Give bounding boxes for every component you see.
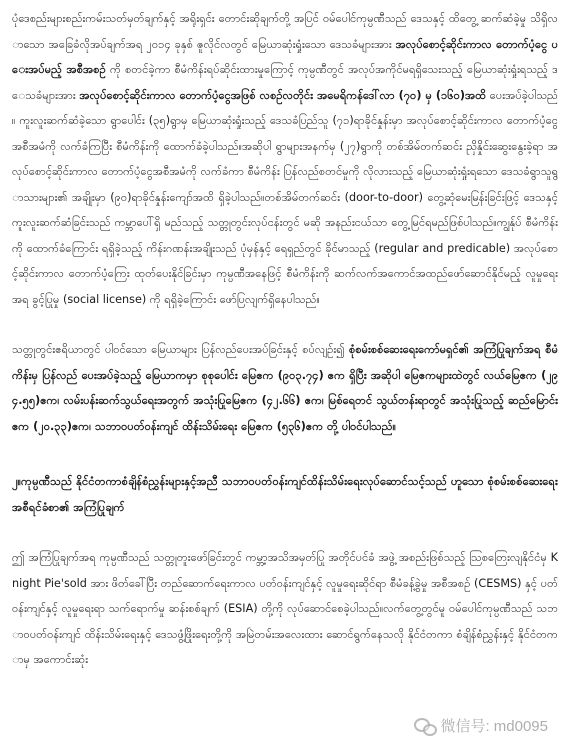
bold-text: စုံစမ်းစစ်ဆေးရေးကော်မရှင်၏ အကြံပြုချက်အရ စီမံကိန်းမှ ပြန်လည် ပေးအပ်ခဲ့သည့် မြေယာကမှာ စုစုပေါင်း မြေဧက (၉၀၃.၇၄) ဧက ရှိပြီး အဆိုပါ မြေဧကများထဲတွင် လယ်မြေဧက (၂၉၄.၅၅)ဧက၊ လမ်းပန်းဆက်သွယ်ရေးအတွက် အသုံးပြုမြေဧက (၄၂.၆၆) ဧက၊ မြစ်ရေတင် သွယ်တန်းရာတွင် အသုံးပြုသည့် ဆည်မြောင်းဧက (၂၀.၃၃)ဧက၊ သဘာဝပတ်ဝန်းကျင် ထိန်းသိမ်းရေး မြေဧက (၅၃၆)ဧက တို့ ပါဝင်ပါသည်။ <box>12 343 558 433</box>
paragraph-spacer <box>12 439 558 469</box>
text-run: ) တို့ကို လုပ်ဆောင်စေခဲ့ပါသည်။လက်တွေ့တွင်မူ ဝမ်ပေါင်ကုမ္ပဏီသည် သဘာဝပတ်ဝန်းကျင် ထိန်းသိမ်းရေးနှင့် ဒေသဖွံ့ဖြိုးရေးတို့ကို အမြဲတမ်းအလေးထား ဆောင်ရွက်နေသလို နိုင်ငံတကာ စံချိန်စံညွှန်းနှင့် နိုင်ငံတကာမှ အကောင်းဆုံး <box>12 602 558 666</box>
text-run: door-to-door <box>349 190 419 204</box>
section-heading: ၂။ကုမ္ပဏီသည် နိုင်ငံတကာစံချိန်စံညွှန်းများနှင့်အညီ သဘာဝပတ်ဝန်းကျင်ထိန်းသိမ်းရေးလုပ်ဆောင်သင့်သည် ဟူသော စုံစမ်းစစ်ဆေးရေးအစီရင်ခံစာ၏ အကြံပြုချက် <box>12 474 558 514</box>
bold-text: အလုပ်စောင့်ဆိုင်းကာလ တောက်ပံ့ငွေအဖြစ် လစဉ်လတိုင်း အမေရိကန်ဒေါ်လာ (၇၀) မှ (၁၆၀)အထိ <box>79 88 487 102</box>
text-run: ကို စတင်ခဲ့ကာ စီမံကိန်းရပ်ဆိုင်းထားမှုကြောင့် ကုမ္ပဏီတွင် အလုပ်အကိုင်မရရှိသေးသည့် မြေယာဆုံးရှုံးရသည့် ဒေသခံများအား <box>12 63 558 102</box>
text-run: CESMS <box>478 576 518 590</box>
text-run: Knight Pie'sold <box>12 551 558 590</box>
watermark-text: 微信号: md0095 <box>440 718 548 735</box>
text-run: အား ဖိတ်ခေါ်ပြီး တည်ဆောက်ရေးကာလ ပတ်ဝန်းကျင်နှင့် လူမှုရေးဆိုင်ရာ စီမံခန့်ခွဲမှု အစီအစဉ် ( <box>86 576 479 590</box>
paragraph-spacer <box>12 520 558 545</box>
text-run: ပုံဒေစည်းများစည်းကမ်းသတ်မှတ်ချက်နှင့် အရိုးရှင်း တောင်းဆိုချက်တို့ အပြင် ဝမ်ပေါင်ကုမ္ပဏီသည် ဒေသနှင့် ထိတွေ့ ဆက်ဆံခဲ့မှု သိရှိလာသော အခြေခံလိုအပ်ချက်အရ ၂၀၁၄ ခုနှစ် ဇူလိုင်လတွင် မြေယာဆုံးရှုံးသော ဒေသခံများအား <box>12 12 558 51</box>
wechat-icon <box>414 717 436 735</box>
text-run: ပေးအပ်ခဲ့ပါသည်။ ကူးလူးဆက်ဆံခဲ့သော ရွာပေါင်း (၃၅)ရွာမှ မြေယာဆုံးရှုံးသည့် ဒေသခံပြည်သူ (၇၁)ရာခိုင်နှုန်းမှာ အလုပ်စောင့်ဆိုင်းကာလ တောက်ပံ့ငွေ အစီအမံကို လက်ခံကြပြီး စီမံကိန်းကို ထောက်ခံခဲ့ပါသည်။အဆိုပါ ရွာများအနက်မှ (၂၇)ရွာကို တစ်အိမ်တက်ဆင်း ညှိနှိုင်းဆွေးနွေးခဲ့ရာ အလုပ်စောင့်ဆိုင်းကာလ တောက်ပံ့ငွေအစီအမံကို လက်ခံကာ စီမံကိန်း ပြန်လည်စတင်မှုကို လိုလားသည့် မြေယာဆုံးရှုံးရသော ဒေသခံရွာသူရွာသားများ၏ အချိုးမှာ (၉၀)ရာခိုင်နှုန်းကျော်အထိ ရှိခဲ့ပါသည်။တစ်အိမ်တက်ဆင်း ( <box>12 88 558 204</box>
text-run: သတ္တုတွင်းဧရိယာတွင် ပါဝင်သော မြေယာများ ပြန်လည်ပေးအပ်ခြင်းနှင့် စပ်လျဉ်း၍ <box>12 343 350 356</box>
paragraph-2 <box>12 337 558 439</box>
paragraph-spacer <box>12 312 558 337</box>
text-run: ) ကို ရရှိခဲ့ကြောင်း ဖော်ပြလျက်ရှိနေပါသည်။ <box>141 292 320 306</box>
text-run: social license <box>67 292 142 306</box>
text-run: ) တွေ့ဆုံမေးမြန်းခြင်းဖြင့် ဒေသနှင့် ကူးလူးဆက်ဆံခြင်းသည် ကမ္ဘာပေါ်ရှိ မည်သည့် သတ္တုတွင်းလုပ်ငန်းတွင် မဆို အနည်းငယ်သာ တွေ့မြင်ရမည်ဖြစ်ပါသည်။ကျွန်ုပ် စီမံကိန်းကို ထောက်ခံကြောင်း ရရှိခဲ့သည့် ကိန်းဂဏန်းအချိုးသည် ပုံမှန်နှင့် ရေရှည်တွင် ခိုင်မာသည့် ( <box>12 190 558 255</box>
text-run: regular and predicable <box>378 241 506 255</box>
text-run: ) အလုပ်စောင့်ဆိုင်းကာလ တောက်ပံ့ကြေး ထုတ်ပေးနိုင်ခြင်းမှာ ကုမ္ပဏီအနေဖြင့် စီမံကိန်းကို ဆက်လက်အကောင်အထည်ဖော်ဆောင်နိုင်မည့် လူမှုရေးအရ ခွင့်ပြုမှု ( <box>12 241 558 306</box>
text-run: ဤ အကြံပြုချက်အရ ကုမ္ပဏီသည် သတ္တုတူးဖော်ခြင်းတွင် ကမ္ဘာ့အသိအမှတ်ပြု အတိုင်ပင်ခံ အဖွဲ့ အစည်းဖြစ်သည့် ဩစတြေးလျနိုင်ငံမှ <box>12 551 551 564</box>
watermark <box>414 715 548 736</box>
paragraph-3 <box>12 545 558 673</box>
text-run: ) နှင့် ပတ်ဝန်းကျင်နှင့် လူမှုရေးရာ သက်ရောက်မှု ဆန်းစစ်ချက် ( <box>12 576 558 615</box>
bold-text: အလုပ်စောင့်ဆိုင်းကာလ တောက်ပံ့ငွေ ပေးအပ်မည့် အစီအစဉ် <box>12 37 558 76</box>
text-run: ESIA <box>228 602 254 615</box>
paragraph-1 <box>12 6 558 312</box>
